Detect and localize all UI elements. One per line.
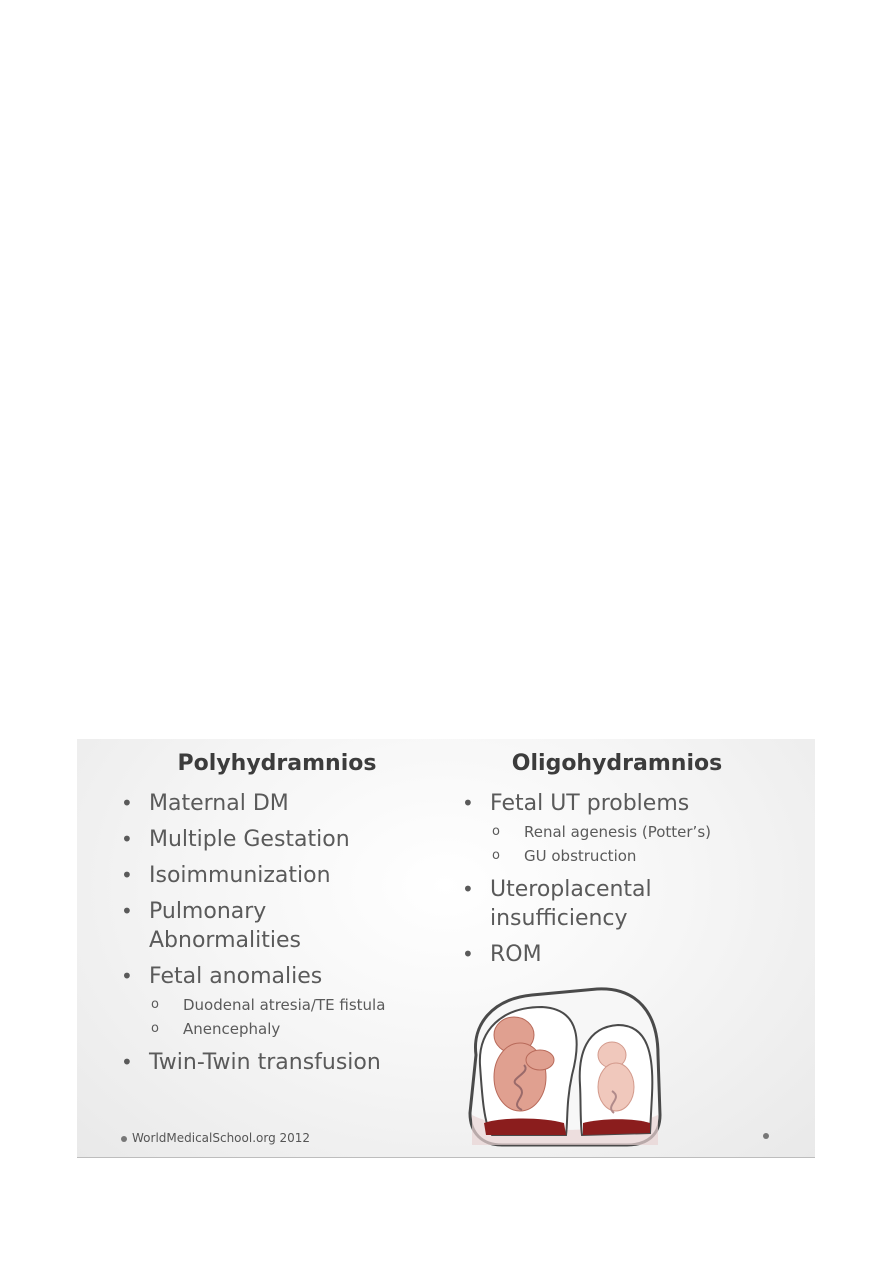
sub-list-item: o Renal agenesis (Potter’s) bbox=[490, 820, 788, 844]
list-item: • Fetal UT problems o Renal agenesis (Potter’s) o GU obstruction bbox=[458, 789, 788, 868]
list-item: • Fetal anomalies o Duodenal atresia/TE fistula o Anencephaly bbox=[117, 962, 447, 1041]
oligohydramnios-list bbox=[458, 789, 788, 976]
sub-list-item: o Anencephaly bbox=[149, 1017, 447, 1041]
polyhydramnios-list bbox=[117, 789, 447, 1084]
list-item: • Isoimmunization bbox=[117, 861, 447, 890]
sub-list bbox=[149, 993, 447, 1041]
sub-list-item: o Duodenal atresia/TE fistula bbox=[149, 993, 447, 1017]
oligohydramnios-title: Oligohydramnios bbox=[511, 751, 723, 776]
list-item: • ROM bbox=[458, 940, 788, 969]
slide bbox=[77, 739, 815, 1158]
list-item: • Twin-Twin transfusion bbox=[117, 1048, 447, 1077]
sub-list bbox=[490, 820, 788, 868]
polyhydramnios-title: Polyhydramnios bbox=[177, 751, 377, 776]
sub-list-item: o GU obstruction bbox=[490, 844, 788, 868]
twin-twin-transfusion-illustration bbox=[462, 985, 662, 1148]
list-item: • Maternal DM bbox=[117, 789, 447, 818]
right-placenta bbox=[583, 1119, 650, 1135]
list-item: • Multiple Gestation bbox=[117, 825, 447, 854]
page-dot-icon bbox=[763, 1133, 769, 1139]
footer: WorldMedicalSchool.org 2012 bbox=[121, 1131, 310, 1145]
left-placenta bbox=[484, 1119, 566, 1136]
list-item: • Pulmonary Abnormalities bbox=[117, 897, 319, 955]
footer-dot-icon bbox=[121, 1136, 127, 1142]
list-item: • Uteroplacental insufficiency bbox=[458, 875, 690, 933]
